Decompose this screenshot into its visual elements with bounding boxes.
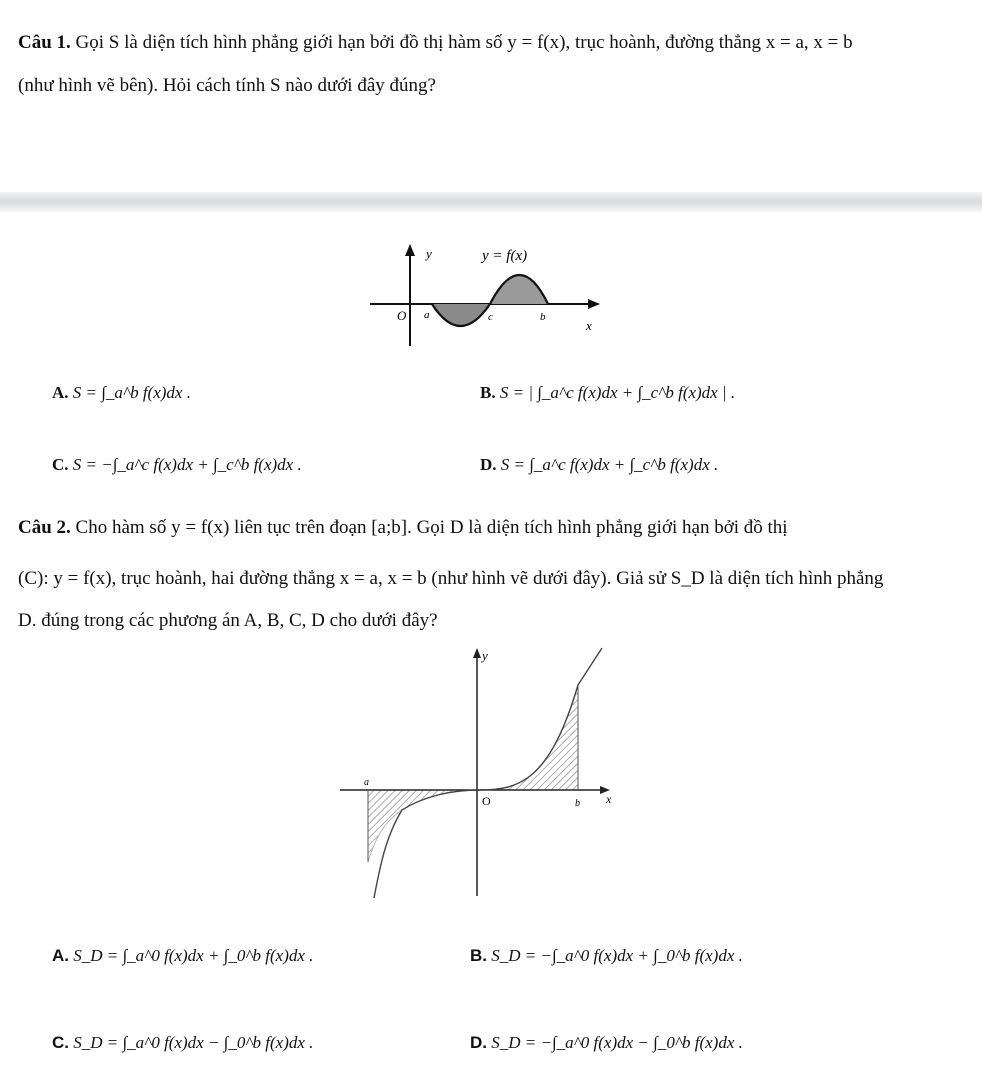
graph-2-x-label: x <box>606 792 612 806</box>
graph-2-y-label: y <box>482 648 488 663</box>
q1-option-c[interactable] <box>52 455 302 475</box>
graph-1-a-label: a <box>424 309 430 321</box>
question-2-text-3: D. đúng trong các phương án A, B, C, D cho dưới đây? <box>18 610 438 631</box>
graph-1-func-label: y = f(x) <box>482 248 528 264</box>
q2-option-a-formula: S_D = ∫_a^0 f(x)dx + ∫_0^b f(x)dx . <box>73 946 314 965</box>
graph-1-origin-label: O <box>397 308 407 323</box>
q2-option-a-letter: A. <box>52 946 69 965</box>
q2-option-c-formula: S_D = ∫_a^0 f(x)dx − ∫_0^b f(x)dx . <box>73 1033 314 1052</box>
graph-1-x-label: x <box>586 318 592 333</box>
q1-option-a-formula: S = ∫_a^b f(x)dx . <box>72 383 191 402</box>
q1-option-d[interactable] <box>480 455 718 475</box>
graph-2-b-label: b <box>575 798 580 809</box>
question-2-line-1 <box>18 517 788 539</box>
question-2-text-2: (C): y = f(x), trục hoành, hai đường thẳng x = a, x = b (như hình vẽ dưới đây). Giả sử S_D là diện tích hình phẳng <box>18 568 884 589</box>
graph-2 <box>340 640 640 902</box>
q2-option-c[interactable] <box>52 1033 313 1053</box>
q2-option-b-formula: S_D = −∫_a^0 f(x)dx + ∫_0^b f(x)dx . <box>491 946 743 965</box>
graph-1-x-arrow <box>588 299 600 309</box>
question-1-line-1 <box>18 32 853 54</box>
graph-2-a-label: a <box>364 777 369 788</box>
q1-option-d-letter: D. <box>480 455 497 474</box>
q2-option-d-formula: S_D = −∫_a^0 f(x)dx − ∫_0^b f(x)dx . <box>491 1033 743 1052</box>
graph-2-y-arrow <box>473 648 481 658</box>
graph-1-y-arrow <box>405 244 415 256</box>
q1-option-d-formula: S = ∫_a^c f(x)dx + ∫_c^b f(x)dx . <box>500 455 719 474</box>
graph-1-b-label: b <box>540 311 546 323</box>
graph-1 <box>370 238 610 348</box>
question-1-text-2: (như hình vẽ bên). Hỏi cách tính S nào dưới đây đúng? <box>18 75 436 96</box>
q1-option-b-formula: S = | ∫_a^c f(x)dx + ∫_c^b f(x)dx | . <box>499 383 736 402</box>
graph-1-c-label: c <box>488 311 493 323</box>
q1-option-a[interactable] <box>52 383 191 403</box>
q1-option-b-letter: B. <box>480 383 496 402</box>
q2-option-b-letter: B. <box>470 946 487 965</box>
q2-option-a[interactable] <box>52 946 313 966</box>
question-2-text-1: Cho hàm số y = f(x) liên tục trên đoạn [a;b]. Gọi D là diện tích hình phẳng giới hạn bởi đồ thị <box>75 517 788 538</box>
graph-1-y-label: y <box>426 246 432 261</box>
question-1-text-1: Gọi S là diện tích hình phẳng giới hạn bởi đồ thị hàm số y = f(x), trục hoành, đường thẳng x = a, x = b <box>75 32 853 53</box>
q2-option-d[interactable] <box>470 1033 743 1053</box>
graph-2-origin-label: O <box>482 794 491 808</box>
q1-option-c-formula: S = −∫_a^c f(x)dx + ∫_c^b f(x)dx . <box>72 455 302 474</box>
q1-option-c-letter: C. <box>52 455 69 474</box>
q1-option-b[interactable] <box>480 383 735 403</box>
separator-bar <box>0 192 982 212</box>
question-1-label: Câu 1. <box>18 32 71 53</box>
question-2-label: Câu 2. <box>18 517 71 538</box>
q1-option-a-letter: A. <box>52 383 69 402</box>
q2-option-c-letter: C. <box>52 1033 69 1052</box>
q2-option-d-letter: D. <box>470 1033 487 1052</box>
graph-2-area-right <box>480 685 578 790</box>
q2-option-b[interactable] <box>470 946 743 966</box>
